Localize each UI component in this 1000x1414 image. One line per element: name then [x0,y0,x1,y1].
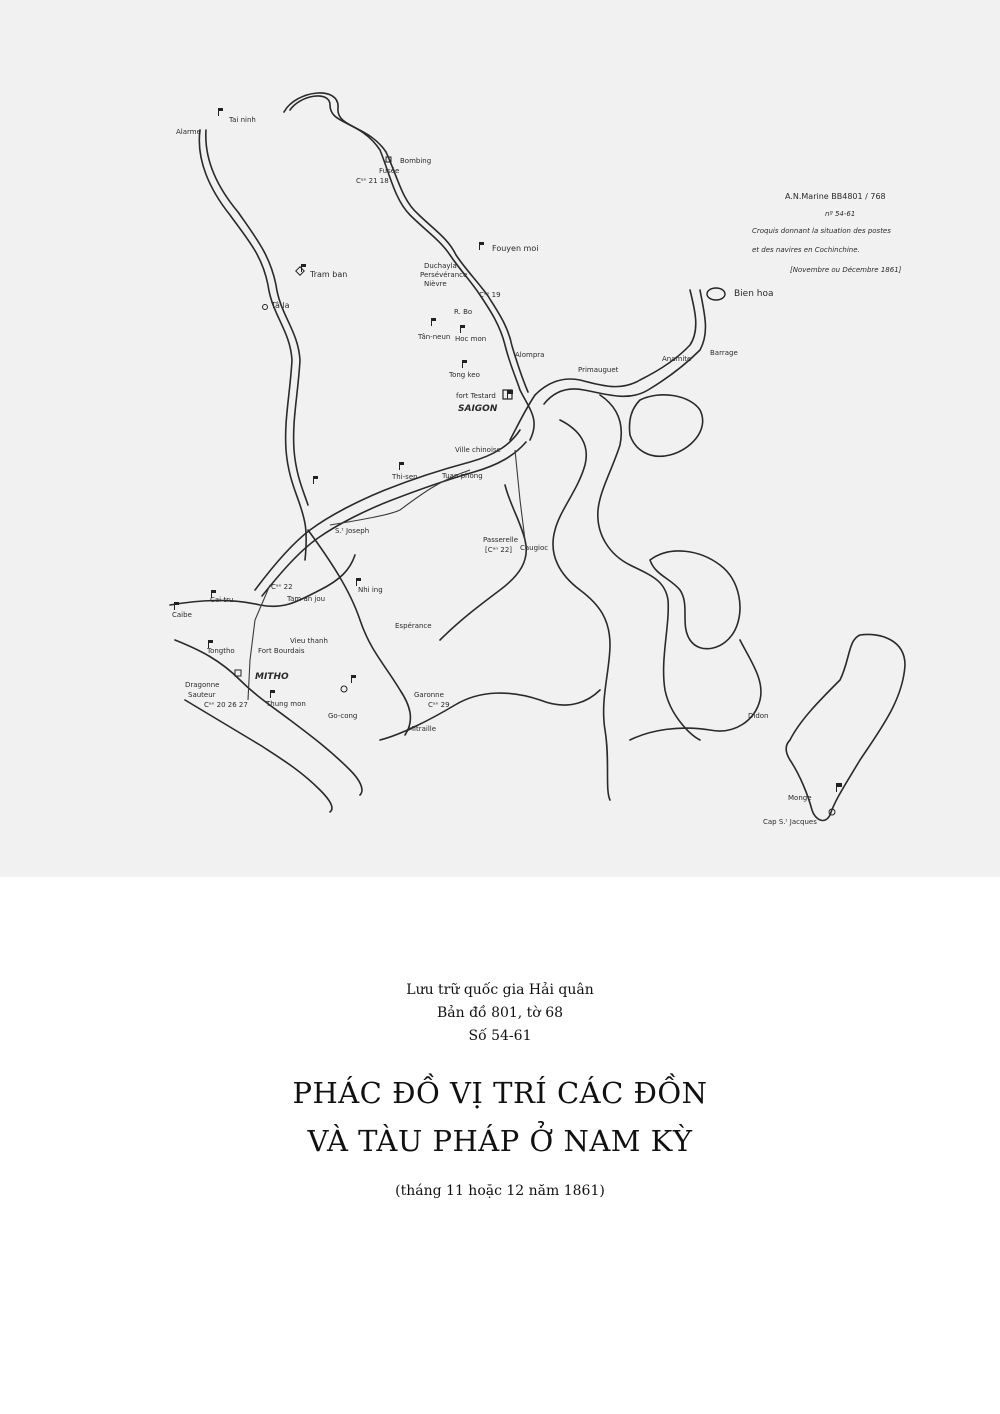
label-can-22: Cᵃⁿ 22 [271,583,293,591]
label-duchayla: Duchayla [424,262,457,270]
river-mekong-south [185,700,332,812]
post-flag-icons [174,108,842,792]
label-tai-ninh: Tai ninh [229,116,256,124]
date-subtitle: (tháng 11 hoặc 12 năm 1861) [395,1183,605,1199]
bien-hoa-fort-icon [707,288,725,300]
label-fort-testard: fort Testard [456,392,496,400]
label-can-19: Cᵃⁿ 19 [479,291,501,299]
label-tuan-phong: Tuan phong [442,472,483,480]
label-thi-sen: Thi-sen [392,473,418,481]
label-didon: Didon [748,712,769,720]
label-r-bo: R. Bo [454,308,473,316]
label-ville-chinoise: Ville chinoise [455,446,501,454]
arroyo-commercial-bank [262,442,526,596]
delta-channel-2 [650,551,740,649]
river-long-tau [553,420,610,800]
label-can-29: Cᵃⁿ 29 [428,701,450,709]
archive-stamp-line-1: A.N.Marine BB4801 / 768 [785,192,886,201]
archive-number: Số 54-61 [468,1028,532,1044]
river-soai-rap [440,485,526,640]
label-tam-an-jou: Tam an jou [287,595,326,603]
label-tong-tho: Tongtho [207,647,235,655]
river-saigon-bank [284,93,528,392]
label-mitraille: Mitraille [408,725,437,733]
label-saigon: SAIGON [458,404,498,414]
label-bien-hoa: Bien hoa [734,289,774,299]
label-esperance: Espérance [395,622,432,630]
river-saigon [290,96,534,440]
tram-ban-post-icon [296,267,304,275]
label-can-20-26-27: Cᵃⁿ 20 26 27 [204,701,248,709]
delta-channel-1 [629,395,702,457]
label-fort-bourdais: Fort Bourdais [258,647,305,655]
label-monge: Monge [788,794,812,802]
label-perseverance: Persévérance [420,271,468,279]
label-tan-neun: Tân-neun [418,333,451,341]
label-caibe: Caibe [172,611,192,619]
label-anamite: Anamite [662,355,692,363]
label-mitho: MITHO [255,672,289,682]
archive-stamp-line-4: et des navires en Cochinchine. [752,246,860,254]
river-vam-co-dong-bank [206,130,308,505]
label-vieu-thanh: Vieu thanh [290,637,328,645]
label-nievre: Nièvre [424,280,447,288]
label-cai-tru: Cai tru [210,596,234,604]
label-go-cong: Go-cong [328,712,358,720]
page-title-line-1: PHÁC ĐỒ VỊ TRÍ CÁC ĐỒN [292,1076,708,1110]
label-garonne: Garonne [414,691,444,699]
label-dragonne: Dragonne [185,681,220,689]
archive-stamp-line-5: [Novembre ou Décembre 1861] [790,266,902,274]
label-primauguet: Primauguet [578,366,619,374]
ta-la-post-icon [263,305,268,310]
label-barrage: Barrage [710,349,738,357]
river-dong-nai [510,290,696,440]
label-cap-st-jacques: Cap S.ᵗ Jacques [763,818,817,826]
label-alarme: Alarme [176,128,201,136]
label-st-joseph: S.ᵗ Joseph [335,527,370,535]
label-fusee: Fusée [379,167,400,175]
page-title-line-2: VÀ TÀU PHÁP Ở NAM KỲ [307,1124,693,1158]
river-long-tau-bank [598,395,700,740]
label-tong-keo: Tong keo [449,371,480,379]
label-bombing: Bombing [400,157,432,165]
river-dong-nai-bank [544,290,705,404]
label-nhi-ing: Nhi ing [358,586,383,594]
label-can-21-18: Cᵃⁿ 21 18 [356,177,389,185]
label-alompra: Alompra [515,351,545,359]
river-vam-co-tay [308,527,410,735]
label-tram-ban: Tram ban [310,270,348,279]
archive-stamp-line-3: Croquis donnant la situation des postes [752,227,891,235]
go-cong-post-icon [341,686,347,692]
label-passerelle: Passerelle [483,536,519,544]
road-tayninh [248,585,270,700]
archive-map-reference: Bản đồ 801, tờ 68 [436,1005,564,1021]
river-vam-co-dong [199,130,306,560]
label-caugioc: Caugioc [520,544,549,552]
archive-stamp-line-2: nº 54-61 [825,210,856,218]
label-fouyen-moi: Fouyen moi [492,244,539,253]
label-hoc-mon: Hoc mon [455,335,487,343]
label-sauteur: Sauteur [188,691,216,699]
archive-source-line: Lưu trữ quốc gia Hải quân [406,982,594,998]
label-can-22-top: [Cᵃⁿ 22] [485,546,513,554]
delta-channel-3 [630,640,761,740]
cap-st-jacques-coast [786,634,905,820]
label-ta-la: Tâ la [271,301,290,310]
label-thung-mon: Thung mon [266,700,306,708]
